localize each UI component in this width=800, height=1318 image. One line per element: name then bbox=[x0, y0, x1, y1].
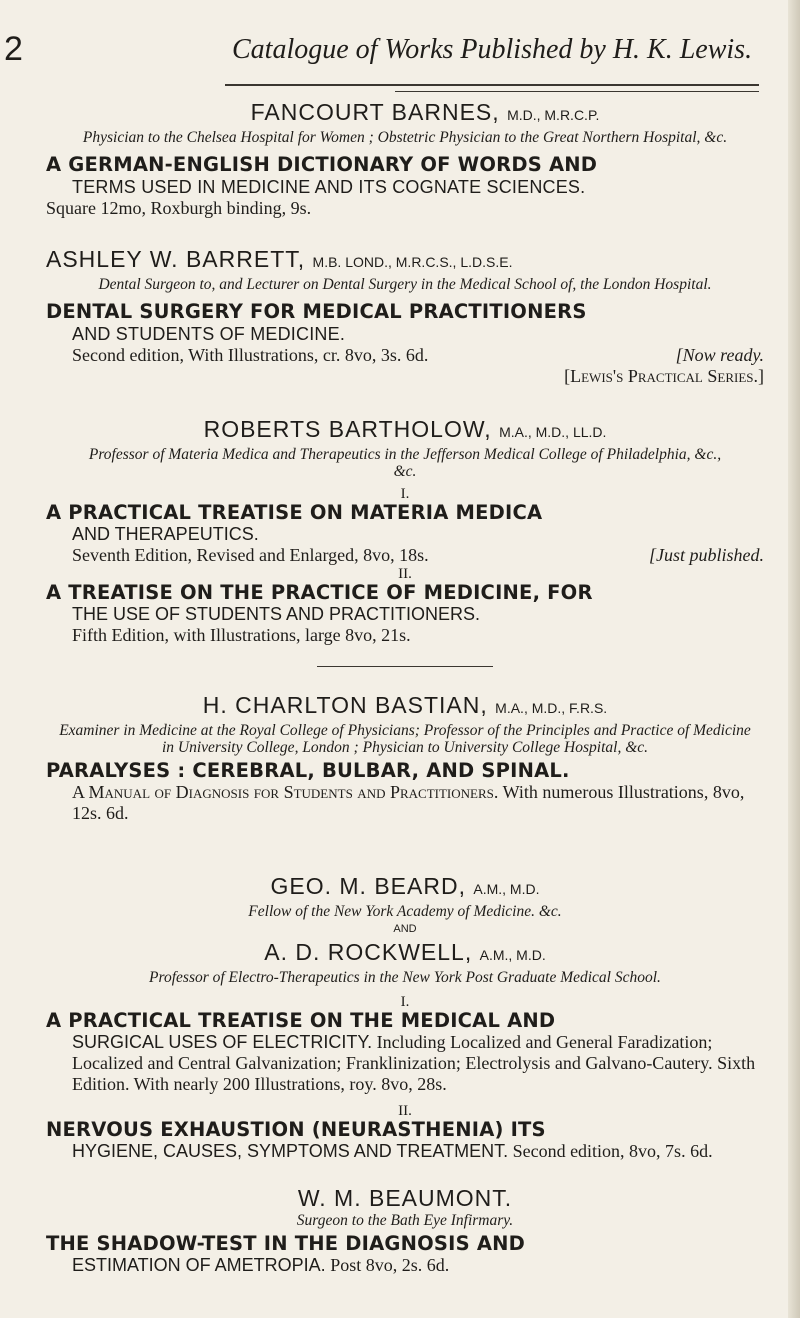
book-title: A TREATISE ON THE PRACTICE OF MEDICINE, FOR bbox=[46, 581, 593, 604]
work-numeral: I. bbox=[400, 486, 410, 502]
book-title: PARALYSES : CEREBRAL, BULBAR, AND SPINAL. bbox=[46, 759, 570, 782]
author-degrees: M.B. LOND., M.R.C.S., L.D.S.E. bbox=[312, 254, 513, 270]
book-details: Seventh Edition, Revised and Enlarged, 8vo, 18s. bbox=[72, 545, 429, 565]
book-title-cont: TERMS USED IN MEDICINE AND ITS COGNATE SCIENCES. bbox=[72, 177, 586, 197]
book-details: Second edition, 8vo, 7s. 6d. bbox=[512, 1141, 713, 1161]
author-name-text: ROBERTS BARTHOLOW, bbox=[203, 416, 492, 442]
book-title-cont: THE USE OF STUDENTS AND PRACTITIONERS. bbox=[72, 604, 481, 624]
author-name bbox=[46, 245, 764, 276]
book-title: NERVOUS EXHAUSTION (NEURASTHENIA) ITS bbox=[46, 1118, 546, 1141]
availability-note: [Now ready. bbox=[675, 345, 764, 365]
availability-note: [Just published. bbox=[649, 545, 764, 565]
book-details: Post 8vo, 2s. 6d. bbox=[330, 1255, 450, 1275]
book-title-cont: AND STUDENTS OF MEDICINE. bbox=[72, 324, 346, 344]
book-details: With numerous Illustrations, 8vo, 12s. 6d. bbox=[72, 782, 745, 823]
work-numeral: II. bbox=[398, 566, 412, 582]
book-title-cont: ESTIMATION OF AMETROPIA. bbox=[72, 1255, 326, 1275]
book-details: Second edition, With Illustrations, cr. 8vo, 3s. 6d. bbox=[72, 345, 429, 365]
catalogue-content bbox=[46, 98, 764, 1276]
book-details: Fifth Edition, with Illustrations, large 8vo, 21s. bbox=[72, 625, 411, 645]
book-title: A PRACTICAL TREATISE ON THE MEDICAL AND bbox=[46, 1009, 556, 1032]
entry-roberts-bartholow bbox=[46, 415, 764, 646]
book-title-cont: AND THERAPEUTICS. bbox=[72, 524, 259, 544]
author2-name bbox=[46, 938, 764, 969]
author-name bbox=[46, 415, 764, 446]
author-name bbox=[86, 98, 764, 129]
work-numeral: I. bbox=[400, 994, 410, 1010]
author-name bbox=[46, 691, 764, 722]
work-numeral: II. bbox=[398, 1103, 412, 1119]
book-title: DENTAL SURGERY FOR MEDICAL PRACTITIONERS bbox=[46, 300, 587, 323]
and-label: AND bbox=[393, 923, 417, 935]
author-degrees: M.D., M.R.C.P. bbox=[507, 107, 600, 123]
author2-name-text: A. D. ROCKWELL, bbox=[264, 939, 473, 965]
running-title: Catalogue of Works Published by H. K. Lewis. bbox=[232, 34, 753, 65]
author-name-text: H. CHARLTON BASTIAN, bbox=[202, 692, 488, 718]
entry-ashley-barrett bbox=[46, 245, 764, 387]
book-subtitle: A Manual of Diagnosis for Students and Practitioners. bbox=[72, 782, 499, 802]
header-rule-short bbox=[395, 91, 759, 92]
author-degrees: M.A., M.D., F.R.S. bbox=[495, 700, 608, 716]
book-details: Square 12mo, Roxburgh binding, 9s. bbox=[46, 198, 312, 218]
header-rule bbox=[225, 84, 759, 86]
series-note: [Lewis's Practical Series.] bbox=[564, 366, 764, 386]
author-name-text: FANCOURT BARNES, bbox=[250, 99, 500, 125]
author-name bbox=[46, 872, 764, 903]
author-affiliation: Examiner in Medicine at the Royal College of Physicians; Professor of the Principles and Practice of Medicine in University College, London ; Physician to University College Hospital, &c. bbox=[59, 722, 751, 756]
book-title-cont: SURGICAL USES OF ELECTRICITY. bbox=[72, 1032, 373, 1052]
entry-beaumont bbox=[46, 1184, 764, 1276]
entry-charlton-bastian bbox=[46, 691, 764, 824]
author-name-text: GEO. M. BEARD, bbox=[270, 873, 466, 899]
entry-fancourt-barnes bbox=[46, 98, 764, 219]
author2-affiliation: Professor of Electro-Therapeutics in the New York Post Graduate Medical School. bbox=[149, 969, 661, 986]
page-edge-shadow bbox=[788, 0, 800, 1318]
book-details: Including Localized and General Faradization; Localized and Central Galvanization; Franklinization; Electrolysis and Galvano-Cautery. Sixth Edition. With nearly 200 Illustrations, roy. 8vo, 28s. bbox=[72, 1032, 756, 1094]
entry-beard-rockwell bbox=[46, 872, 764, 1162]
author-affiliation: Fellow of the New York Academy of Medicine. &c. bbox=[248, 903, 562, 920]
book-title-cont: HYGIENE, CAUSES, SYMPTOMS AND TREATMENT. bbox=[72, 1141, 509, 1161]
author2-degrees: A.M., M.D. bbox=[479, 947, 546, 963]
book-title: A GERMAN-ENGLISH DICTIONARY OF WORDS AND bbox=[46, 153, 598, 176]
author-affiliation: Professor of Materia Medica and Therapeutics in the Jefferson Medical College of Philadelphia, &c., &c. bbox=[88, 446, 722, 480]
book-title: A PRACTICAL TREATISE ON MATERIA MEDICA bbox=[46, 501, 543, 524]
author-affiliation: Physician to the Chelsea Hospital for Women ; Obstetric Physician to the Great Northern Hospital, &c. bbox=[82, 129, 728, 146]
author-name-text: ASHLEY W. BARRETT, bbox=[46, 246, 306, 272]
author-affiliation: Dental Surgeon to, and Lecturer on Dental Surgery in the Medical School of, the London Hospital. bbox=[98, 276, 712, 293]
page-number: 2 bbox=[4, 30, 23, 68]
book-title: THE SHADOW-TEST IN THE DIAGNOSIS AND bbox=[46, 1232, 526, 1255]
author-name: W. M. BEAUMONT. bbox=[297, 1185, 513, 1211]
author-degrees: A.M., M.D. bbox=[473, 881, 540, 897]
author-affiliation: Surgeon to the Bath Eye Infirmary. bbox=[296, 1212, 514, 1229]
author-degrees: M.A., M.D., LL.D. bbox=[499, 424, 607, 440]
